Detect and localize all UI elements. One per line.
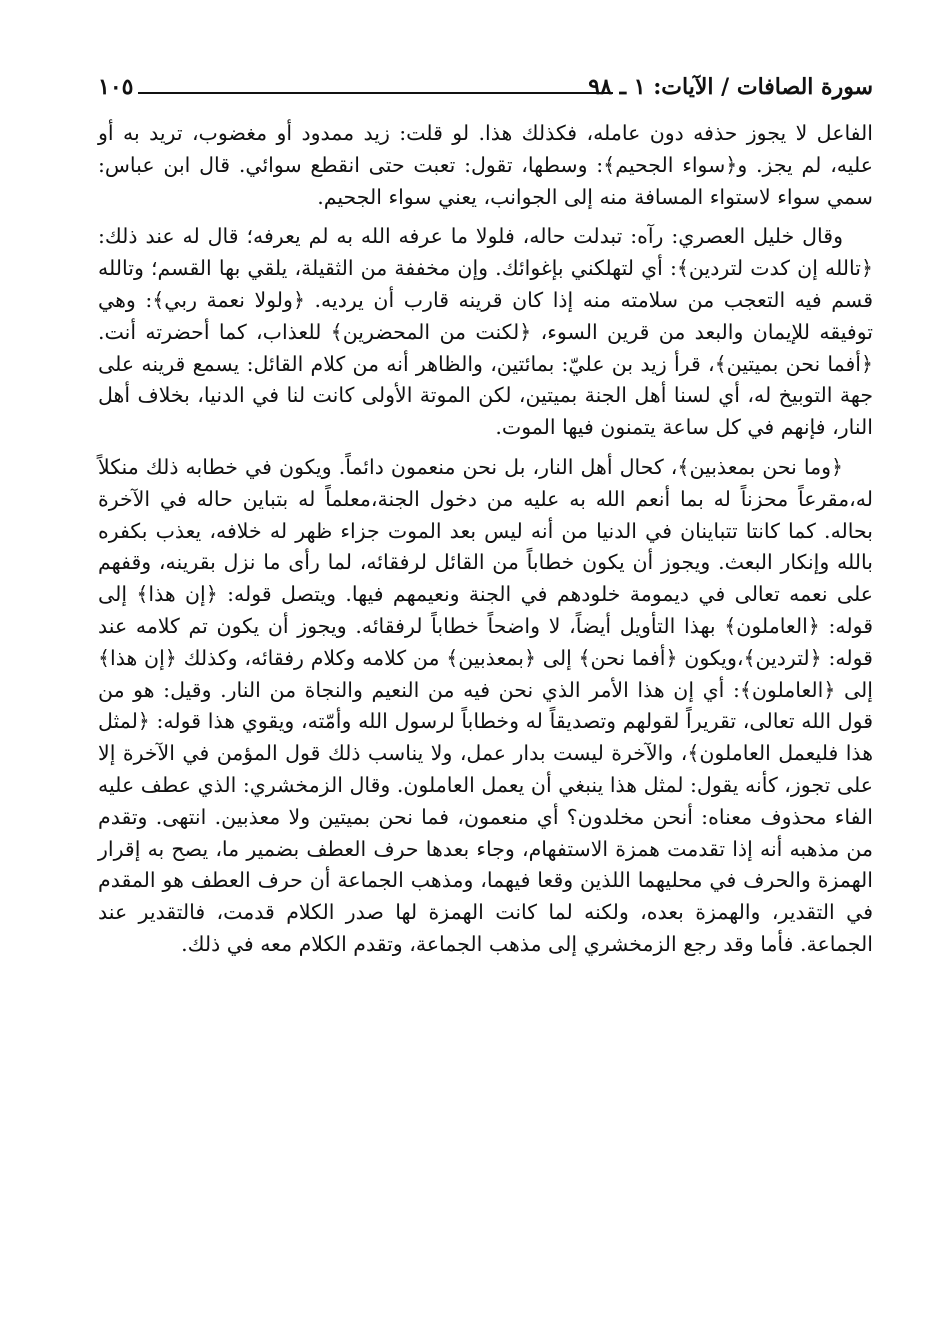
paragraph-1: الفاعل لا يجوز حذفه دون عامله، فكذلك هذا. لو قلت: زيد ممدود أو مغضوب، تريد به أو عليه، لم يجز. و﴿سواء الجحيم﴾: وسطها، تقول: تعبت حتى انقطع سوائي. قال ابن عباس: سمي سواء لاستواء المسافة منه إلى الجوانب، يعني سواء الجحيم. — [98, 121, 874, 209]
body-text — [98, 118, 873, 961]
paragraph-2: وقال خليل العصري: رآه: تبدلت حاله، فلولا ما عرفه الله به لم يعرفه؛ قال له عند ذلك: ﴿تالله إن كدت لتردين﴾: أي لتهلكني بإغوائك. وإن مخففة من الثقيلة، يلقي بها القسم؛ وتالله قسم فيه التعجب من سلامته منه إذا كان قرينه قارب أن يرديه. ﴿ولولا نعمة ربي﴾: وهي توفيقه للإيمان والبعد من قرين السوء، ﴿لكنت من المحضرين﴾ للعذاب، كما أحضرته أنت. ﴿أفما نحن بميتين﴾، قرأ زيد بن عليّ: بمائتين، والظاهر أنه من كلام القائل: يسمع قرينه على جهة التوبيخ له، أي لسنا أهل الجنة بميتين، لكن الموتة الأولى كانت لنا في الدنيا، بخلاف أهل النار، فإنهم في كل ساعة يتمنون فيها الموت. — [98, 224, 873, 440]
running-header — [98, 68, 873, 108]
header-title: سورة الصافات / الآيات: ١ ـ ٩٨ — [588, 74, 873, 100]
header-rule — [138, 92, 613, 94]
page-number: ١٠٥ — [98, 74, 134, 100]
paragraph-3: ﴿وما نحن بمعذبين﴾، كحال أهل النار، بل نحن منعمون دائماً. ويكون في خطابه ذلك منكلاً له،مقرعاً محزناً له بما أنعم الله به عليه من دخول الجنة،معلماً له بتباين حاله في الآخرة بحاله. كما كانتا تتباينان في الدنيا من أنه ليس بعد الموت جزاء ظهر له خلافه، يعذب بكفره بالله وإنكار البعث. ويجوز أن يكون خطاباً من القائل لرفقائه، لما رأى ما نزل بقرينه، وقفهم على نعمه تعالى في ديمومة خلودهم في الجنة ونعيمهم فيها. ويتصل قوله: ﴿إن هذا﴾ إلى قوله: ﴿العاملون﴾ بهذا التأويل أيضاً، لا واضحاً خطاباً لرفقائه. ويجوز أن يكون تم كلامه عند قوله: ﴿لتردين﴾،ويكون ﴿أفما نحن﴾ إلى ﴿بمعذبين﴾ من كلامه وكلام رفقائه، وكذلك ﴿إن هذا﴾ إلى ﴿العاملون﴾: أي إن هذا الأمر الذي نحن فيه من النعيم والنجاة من النار. وقيل: هو من قول الله تعالى، تقريراً لقولهم وتصديقاً له وخطاباً لرسول الله وأمّته، ويقوي هذا قوله: ﴿لمثل هذا فليعمل العاملون﴾، والآخرة ليست بدار عمل، ولا يناسب ذلك قول المؤمن في الآخرة إلا على تجوز، كأنه يقول: لمثل هذا ينبغي أن يعمل العاملون. وقال الزمخشري: الذي عطف عليه الفاء محذوف معناه: أنحن مخلدون؟ أي منعمون، فما نحن بميتين ولا معذبين. انتهى. وتقدم من مذهبه أنه إذا تقدمت همزة الاستفهام، وجاء بعدها حرف العطف بضمير ما، يصح به إقرار الهمزة والحرف في محليهما اللذين وقعا فيهما، ومذهب الجماعة أن حرف العطف هو المقدم في التقدير، والهمزة بعده، ولكنه لما كانت الهمزة لها صدر الكلام قدمت، فالتقدير عند الجماعة. فأما وقد رجع الزمخشري إلى مذهب الجماعة، وتقدم الكلام معه في ذلك. — [98, 454, 873, 956]
